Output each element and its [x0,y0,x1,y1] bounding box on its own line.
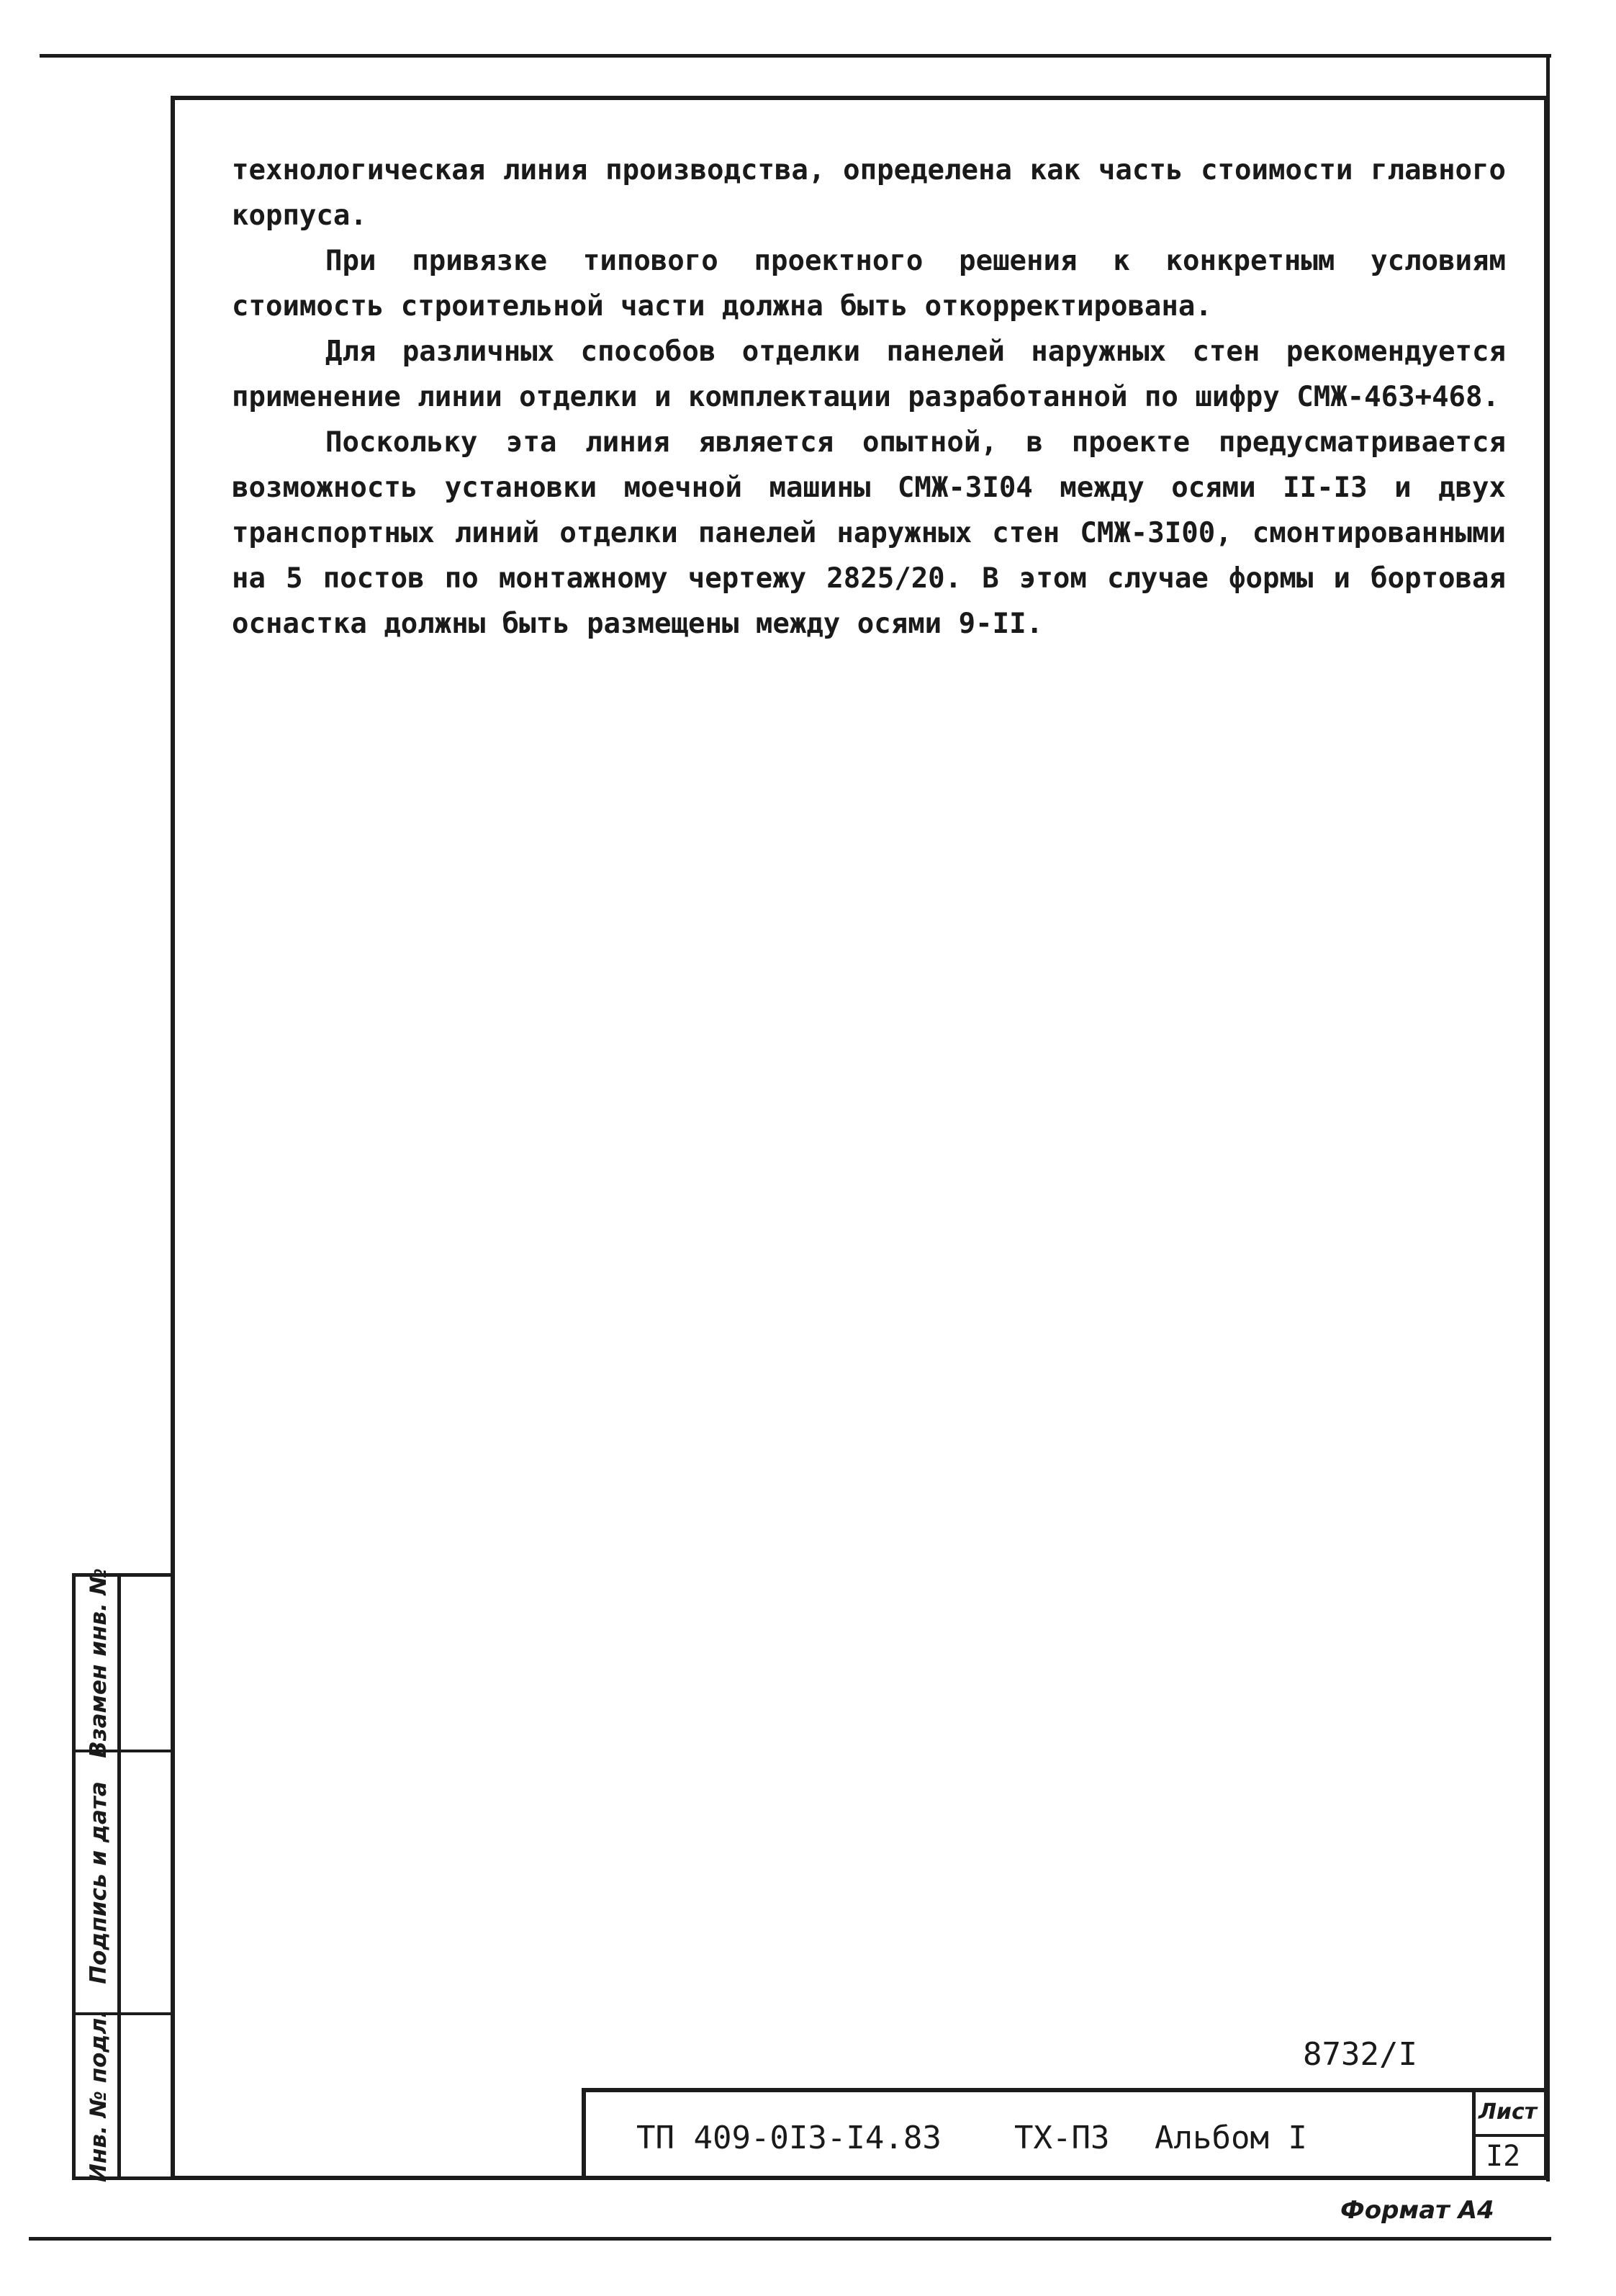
section-code: ТХ-ПЗ [1014,2120,1110,2156]
paragraph-2: При привязке типового проектного решения к конкретным условиям стоимость строительной части должна быть откорректирована. [232,245,1506,323]
side-cell-inventory [72,2009,121,2182]
paragraph-3: Для различных способов отделки панелей наружных стен рекомендуется применение линии отделки и комплектации разработанной по шифру СМЖ-463+468. [232,336,1506,413]
paragraph-4: Поскольку эта линия является опытной, в проекте предусматривается возможность установки моечной машины СМЖ-3I04 между осями II-I3 и двух транспортных линий отделки панелей наружных стен СМЖ-3I00, смонтированными на 5 постов по монтажному чертежу 2825/20. В этом случае формы и бортовая оснастка должны быть размещены между осями 9-II. [232,426,1506,640]
side-cell-replacement [72,1568,121,1758]
side-cell-signature [72,1752,121,2012]
side-label-signature: Подпись и дата [85,1780,112,1984]
sheet-label: Лист [1479,2099,1538,2125]
inventory-number: 8732/I [1303,2036,1417,2073]
doc-code: ТП 409-0I3-I4.83 [636,2120,942,2156]
bottom-border-line [29,2237,1551,2241]
side-label-replacement: Взамен инв. № [85,1568,112,1758]
document-body [232,148,1506,647]
sheet-number: I2 [1486,2140,1521,2173]
top-border-line [40,54,1551,58]
title-block [582,2088,1549,2180]
sheet-cell-midline [1472,2134,1549,2137]
side-label-inventory: Инв. № подл. [85,2009,112,2182]
album-label: Альбом I [1155,2120,1307,2156]
format-label: Формат А4 [1340,2196,1494,2225]
paragraph-1: технологическая линия производства, определена как часть стоимости главного корпуса. [232,154,1506,232]
